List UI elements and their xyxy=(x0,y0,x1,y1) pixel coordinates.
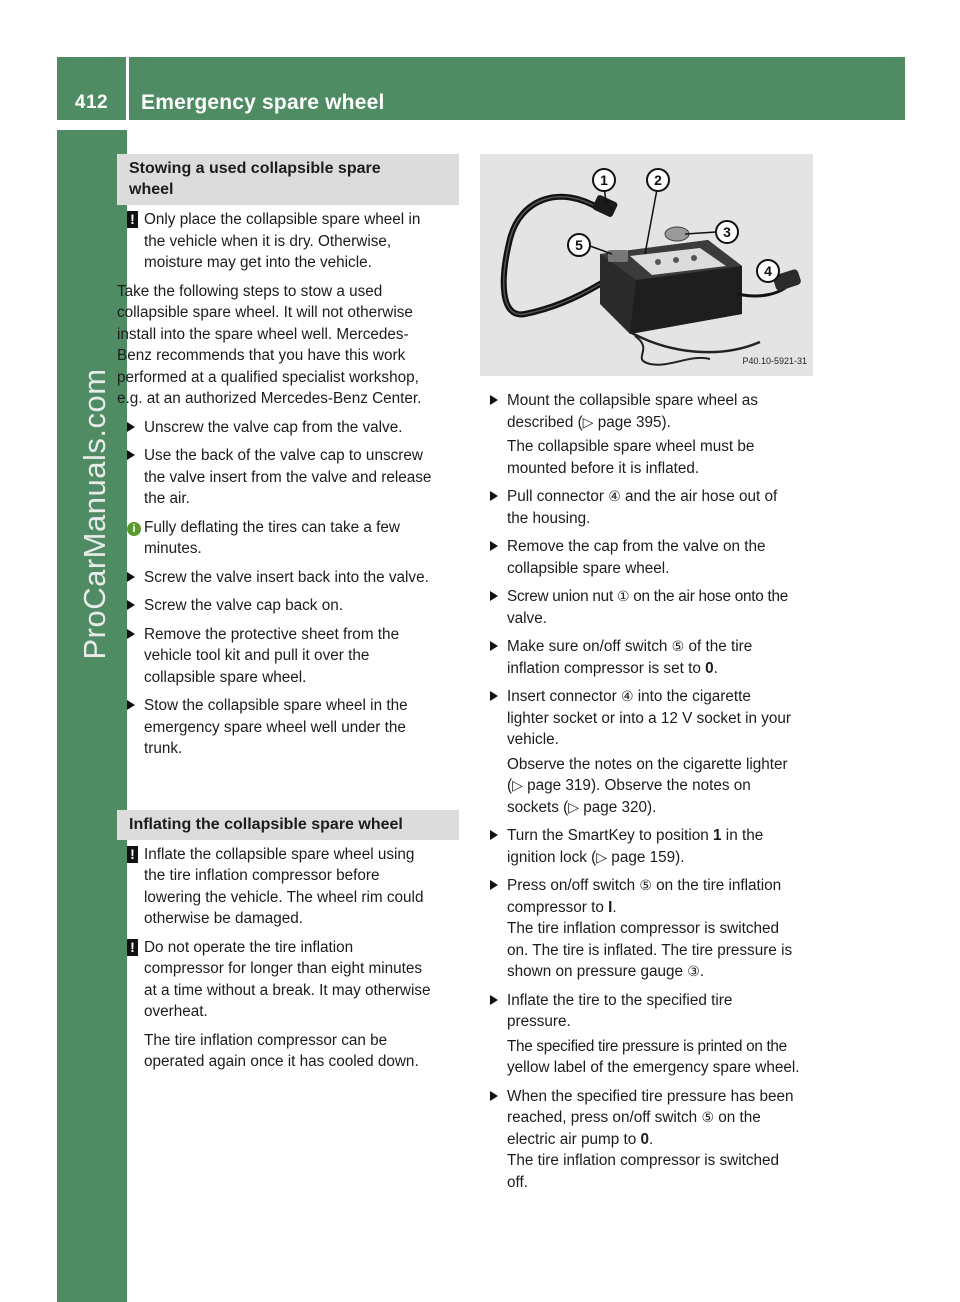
callout-4: 4 xyxy=(764,263,772,279)
inflate-step-4: Screw union nut ① on the air hose onto the valve. xyxy=(480,586,813,629)
callout-5: 5 xyxy=(575,237,583,253)
step-arrow-icon xyxy=(490,591,498,601)
page-ref-arrow-icon: ▷ xyxy=(582,413,594,430)
stowing-step-1: Unscrew the valve cap from the valve. xyxy=(117,417,459,439)
callout-2: 2 xyxy=(654,172,662,188)
inflate-step-7: Turn the SmartKey to position 1 in the ignition lock (▷ page 159). xyxy=(480,825,813,868)
inflating-warning-1: ! Inflate the collapsible spare wheel using the tire inflation compressor before lowering the vehicle. The wheel rim could otherwise be damaged. xyxy=(117,844,459,930)
inflate-step-9: Inflate the tire to the specified tire pressure. The specified tire pressure is printed on the yellow label of the emergency spare wheel. xyxy=(480,990,813,1079)
stowing-step-5: Remove the protective sheet from the vehicle tool kit and pull it over the collapsible spare wheel. xyxy=(117,624,459,689)
figure-code: P40.10-5921-31 xyxy=(742,355,807,366)
stowing-step-6: Stow the collapsible spare wheel in the emergency spare wheel well under the trunk. xyxy=(117,695,459,760)
callout-1: 1 xyxy=(600,172,608,188)
step-arrow-icon xyxy=(490,830,498,840)
step-arrow-icon xyxy=(127,450,135,460)
inflating-heading: Inflating the collapsible spare wheel xyxy=(117,810,459,840)
inflate-step-1: Mount the collapsible spare wheel as described (▷ page 395). The collapsible spare wheel must be mounted before it is inflated. xyxy=(480,390,813,479)
stowing-step-2: Use the back of the valve cap to unscrew the valve insert from the valve and release the air. xyxy=(117,445,459,510)
step-arrow-icon xyxy=(490,541,498,551)
stowing-heading xyxy=(117,154,459,205)
step-arrow-icon xyxy=(127,600,135,610)
stowing-warning: ! Only place the collapsible spare wheel in the vehicle when it is dry. Otherwise, moisture may get into the vehicle. xyxy=(117,209,459,274)
step-arrow-icon xyxy=(490,641,498,651)
ref-1: ① xyxy=(616,588,630,604)
step-arrow-icon xyxy=(127,422,135,432)
ref-4: ④ xyxy=(608,488,621,504)
stowing-heading-line1: Stowing a used collapsible spare xyxy=(129,160,381,177)
inflate-step-8: Press on/off switch ⑤ on the tire inflation compressor to I. The tire inflation compressor is switched on. The tire is inflated. The tire pressure is shown on pressure gauge ③. xyxy=(480,875,813,983)
step-arrow-icon xyxy=(127,629,135,639)
inflating-warning-2: ! Do not operate the tire inflation compressor for longer than eight minutes at a time without a break. It may otherwise overheat. The tire inflation compressor can be operated again once it has cooled down. xyxy=(117,937,459,1073)
page-ref-arrow-icon: ▷ xyxy=(568,798,579,815)
warning-icon: ! xyxy=(127,939,138,956)
inflate-step-3: Remove the cap from the valve on the collapsible spare wheel. xyxy=(480,536,813,579)
stowing-heading-line2: wheel xyxy=(129,181,174,198)
compressor-drawing xyxy=(480,154,813,376)
stowing-step-4: Screw the valve cap back on. xyxy=(117,595,459,617)
ref-5: ⑤ xyxy=(639,877,652,893)
left-column xyxy=(117,154,459,1073)
page-number: 412 xyxy=(74,92,109,113)
warning-icon: ! xyxy=(127,846,138,863)
compressor-illustration xyxy=(480,154,813,376)
stowing-intro: Take the following steps to stow a used collapsible spare wheel. It will not otherwise install into the spare wheel well. Mercedes- Benz recommends that you have this work performed at a qualified specialist workshop, e.g. at an authorized Mercedes-Benz Center. xyxy=(117,282,422,407)
inflate-step-2: Pull connector ④ and the air hose out of the housing. xyxy=(480,486,813,529)
ref-5: ⑤ xyxy=(671,638,685,654)
ref-3: ③ xyxy=(687,963,700,979)
info-icon: i xyxy=(127,522,141,536)
page-header xyxy=(57,57,905,120)
step-arrow-icon xyxy=(127,700,135,710)
step-arrow-icon xyxy=(490,395,498,405)
inflate-step-5: Make sure on/off switch ⑤ of the tire inflation compressor is set to 0. xyxy=(480,636,813,679)
callout-3: 3 xyxy=(723,224,731,240)
step-arrow-icon xyxy=(490,1091,498,1101)
section-title: Emergency spare wheel xyxy=(141,91,385,114)
inflate-step-6: Insert connector ④ into the cigarette lighter socket or into a 12 V socket in your vehicle. Observe the notes on the cigarette lighter (▷ page 319). Observe the notes on sockets (▷ page 320). xyxy=(480,686,813,818)
stowing-info: i Fully deflating the tires can take a few minutes. xyxy=(117,517,459,560)
step-arrow-icon xyxy=(127,572,135,582)
watermark: ProCarManuals.com xyxy=(77,368,112,660)
step-arrow-icon xyxy=(490,880,498,890)
stowing-step-3: Screw the valve insert back into the valve. xyxy=(117,567,459,589)
page-ref-arrow-icon: ▷ xyxy=(512,777,523,793)
step-arrow-icon xyxy=(490,491,498,501)
ref-5: ⑤ xyxy=(701,1109,714,1125)
warning-icon: ! xyxy=(127,211,138,228)
ref-4: ④ xyxy=(620,688,634,704)
page-ref-arrow-icon: ▷ xyxy=(596,848,608,865)
header-divider xyxy=(126,57,129,120)
right-column xyxy=(480,154,813,1193)
inflate-step-10: When the specified tire pressure has been reached, press on/off switch ⑤ on the electric air pump to 0. The tire inflation compressor is switched off. xyxy=(480,1086,813,1194)
step-arrow-icon xyxy=(490,691,498,701)
step-arrow-icon xyxy=(490,995,498,1005)
